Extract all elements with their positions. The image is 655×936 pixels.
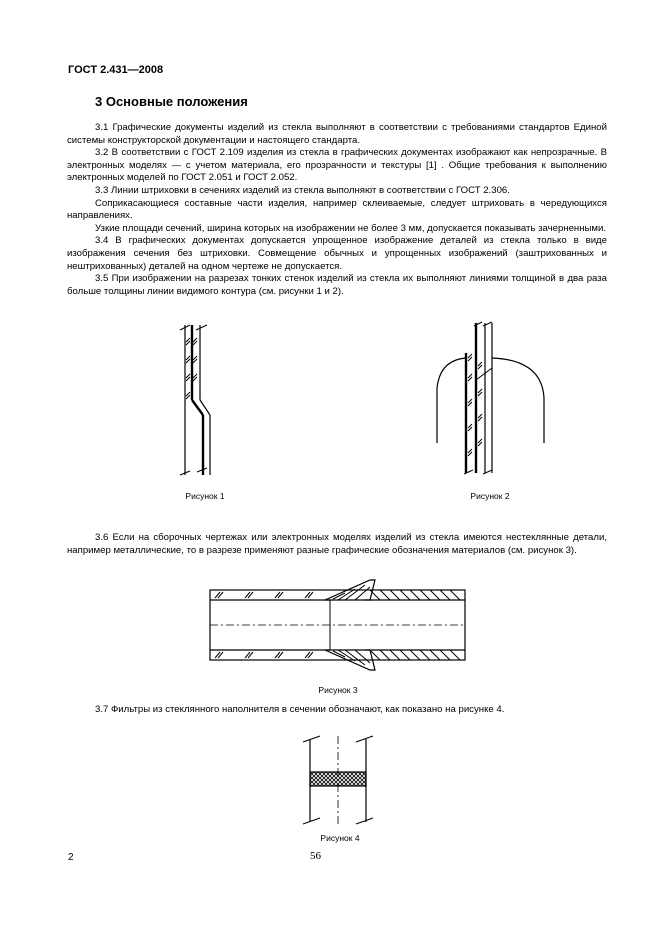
paragraph-3-2: 3.2 В соответствии с ГОСТ 2.109 изделия из стекла в графических документах изображают как непрозрачные. В электронных моделях — с учетом материала, его прозрачности и текстуры [1] . Общие требования к выполнению электронных моделей по ГОСТ 2.051 и ГОСТ 2.052. — [67, 147, 607, 184]
figure-3-caption: Рисунок 3 — [318, 685, 358, 695]
figure-4-drawing — [300, 734, 380, 829]
paragraph-3-3-narrow: Узкие площади сечений, ширина которых на изображении не более 3 мм, допускается показывать зачерненными. — [95, 222, 607, 234]
paragraph-3-3-joint: Соприкасающиеся составные части изделия, например склеиваемые, следует штриховать в чередующихся направлениях. — [67, 197, 607, 222]
figure-1-caption: Рисунок 1 — [185, 491, 225, 501]
paragraph-3-6: 3.6 Если на сборочных чертежах или электронных моделях изделий из стекла имеются нестеклянные детали, например металлические, то в разрезе применяют разные графические обозначения материалов (см. рисунок 3). — [67, 532, 607, 556]
paragraph-3-5: 3.5 При изображении на разрезах тонких стенок изделий из стекла их выполняют линиями толщиной в два раза больше толщины линии видимого контура (см. рисунки 1 и 2). — [67, 273, 607, 297]
sheet-number: 56 — [310, 850, 321, 862]
figure-1-drawing — [170, 320, 240, 480]
figure-4-caption: Рисунок 4 — [320, 833, 360, 843]
page-number: 2 — [68, 852, 74, 863]
body-text-3-7 — [67, 704, 607, 717]
figure-2-caption: Рисунок 2 — [470, 491, 510, 501]
paragraph-3-4: 3.4 В графических документах допускается упрощенное изображение деталей из стекла только в виде изображения сечения без штриховки. Совмещение обычных и упрощенных изображений (заштрихованных и нештрихованных) деталей на одном чертеже не допускается. — [67, 235, 607, 272]
body-text-3-6 — [67, 532, 607, 557]
figure-2-drawing — [430, 318, 550, 483]
body-text-top — [67, 122, 607, 298]
paragraph-3-1: 3.1 Графические документы изделий из стекла выполняют в соответствии с требованиями стандартов Единой системы конструкторской документации и настоящего стандарта. — [67, 122, 607, 146]
figure-3-drawing — [205, 575, 475, 675]
section-title: 3 Основные положения — [95, 94, 248, 109]
paragraph-3-3: 3.3 Линии штриховки в сечениях изделий из стекла выполняют в соответствии с ГОСТ 2.306. — [95, 184, 510, 196]
paragraph-3-7: 3.7 Фильтры из стеклянного наполнителя в сечении обозначают, как показано на рисунке 4. — [95, 704, 505, 715]
document-header: ГОСТ 2.431—2008 — [68, 64, 164, 76]
